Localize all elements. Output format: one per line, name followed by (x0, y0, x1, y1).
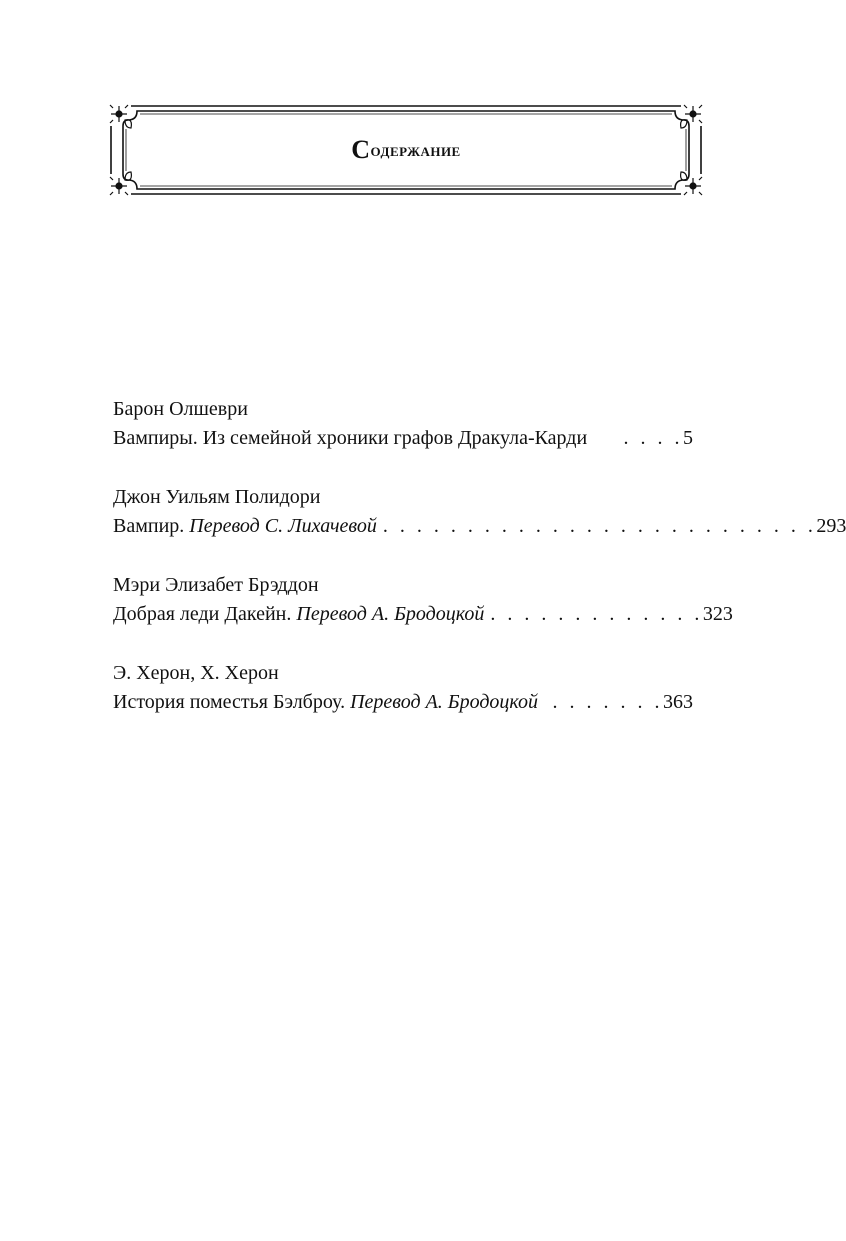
toc-author: Барон Олшеври (113, 398, 248, 420)
toc-translator: Перевод А. Бродоцкой (350, 691, 539, 713)
title-initial: С (351, 135, 371, 164)
toc-line (113, 600, 733, 629)
toc-dot-leader: . . . . . . . . . . . . . (490, 603, 703, 625)
toc-work-title: Вампиры. Из семейной хроники графов Дракула-Карди (113, 427, 588, 449)
toc-page-number: 5 (683, 427, 693, 449)
toc-work-title (113, 600, 484, 629)
toc-work-name: История поместья Бэлброу. (113, 691, 351, 713)
toc-page-number: 323 (702, 603, 733, 625)
toc-page-number: 293 (816, 515, 846, 537)
toc-work-title (113, 512, 377, 541)
title-rest: одержание (370, 139, 461, 160)
toc-author: Джон Уильям Полидори (113, 486, 321, 508)
toc-work-name: Вампир. (113, 515, 190, 537)
toc-entry (113, 483, 846, 541)
toc-line (113, 688, 693, 717)
toc-entry (113, 659, 693, 717)
toc-author: Э. Херон, Х. Херон (113, 662, 279, 684)
toc-line (113, 424, 693, 453)
toc-dot-leader: . . . . . . . . . . . . . . . . . . . . . . . . . . (382, 515, 817, 537)
title-frame (109, 104, 703, 196)
toc-entry (113, 395, 693, 453)
table-of-contents (113, 395, 846, 747)
toc-author: Мэри Элизабет Брэддон (113, 574, 319, 596)
toc-line (113, 512, 846, 541)
toc-translator: Перевод С. Лихачевой (189, 515, 377, 537)
toc-page-number: 363 (663, 691, 693, 713)
toc-dot-leader: . . . . (623, 427, 683, 449)
toc-work-name: Добрая леди Дакейн. (113, 603, 297, 625)
toc-work-title (113, 688, 538, 717)
toc-translator: Перевод А. Бродоцкой (296, 603, 485, 625)
page-title (109, 104, 703, 196)
toc-entry (113, 571, 733, 629)
toc-dot-leader: . . . . . . . (552, 691, 663, 713)
